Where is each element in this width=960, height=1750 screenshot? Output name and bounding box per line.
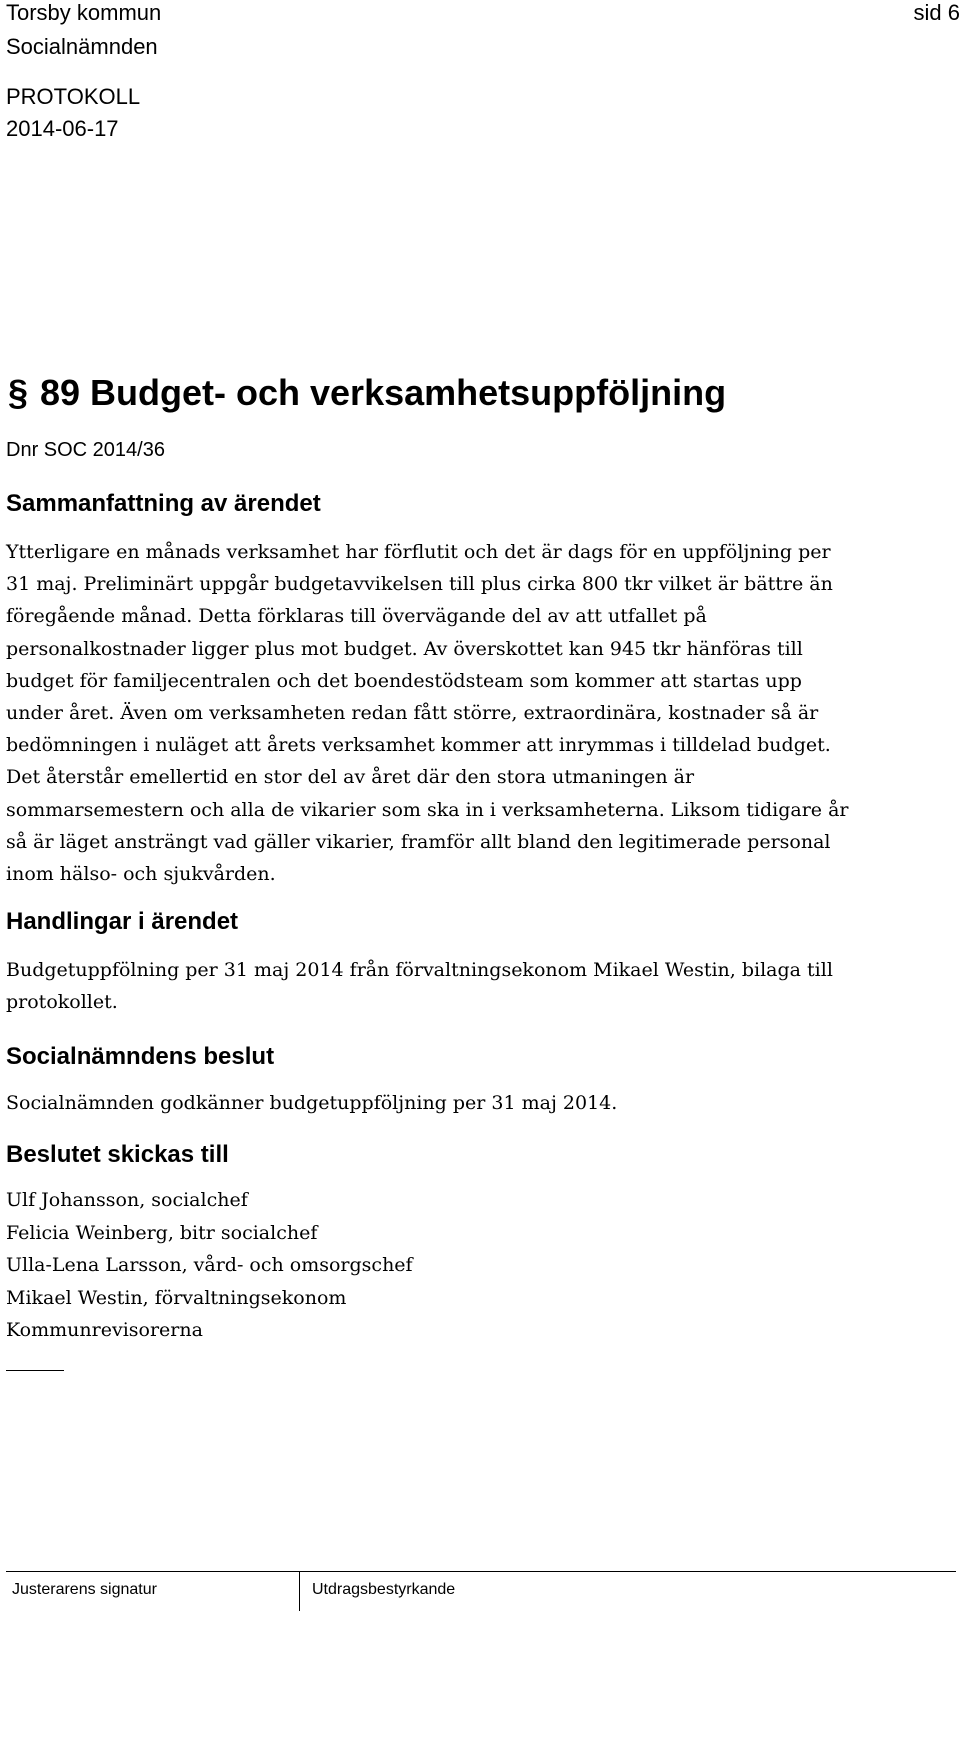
decision-line: Socialnämnden godkänner budgetuppföljning per 31 maj 2014. (6, 1092, 618, 1114)
document-type: PROTOKOLL (6, 84, 141, 109)
signature-label: Justerarens signatur (12, 1581, 157, 1598)
documents-line: protokollet. (6, 991, 118, 1014)
summary-line: under året. Även om verksamheten redan fått större, extraordinära, kostnader så är (6, 702, 819, 725)
list-item: Ulla-Lena Larsson, vård- och omsorgschef (6, 1254, 413, 1276)
committee-name: Socialnämnden (6, 34, 158, 59)
summary-line: budget för familjecentralen och det boendestödsteam som kommer att startas upp (6, 669, 802, 692)
documents-heading: Handlingar i ärendet (6, 908, 239, 935)
list-item: Felicia Weinberg, bitr socialchef (6, 1221, 318, 1244)
summary-line: så är läget ansträngt vad gäller vikarier, framför allt bland den legitimerade personal (6, 830, 831, 853)
list-item: Kommunrevisorerna (6, 1319, 203, 1341)
summary-line: Det återstår emellertid en stor del av året där den stora utmaningen är (6, 766, 695, 789)
footer-divider-line (6, 1571, 956, 1572)
meeting-date: 2014-06-17 (6, 116, 119, 141)
summary-line: personalkostnader ligger plus mot budget. Av överskottet kan 945 tkr hänföras till (6, 637, 803, 660)
footer-column-divider (299, 1571, 300, 1611)
paragraph-sign: § (8, 372, 29, 413)
summary-line: 31 maj. Preliminärt uppgår budgetavvikelsen till plus cirka 800 tkr vilket är bättre än (6, 573, 833, 596)
section-title (8, 372, 726, 414)
summary-line: bedömningen i nuläget att årets verksamhet kommer att inrymmas i tilldelad budget. (6, 734, 831, 757)
end-rule (6, 1370, 64, 1371)
page-number: sid 6 (913, 0, 960, 25)
list-item: Mikael Westin, förvaltningsekonom (6, 1286, 347, 1309)
certification-label: Utdragsbestyrkande (312, 1581, 456, 1598)
summary-line: inom hälso- och sjukvården. (6, 863, 276, 886)
list-item: Ulf Johansson, socialchef (6, 1189, 248, 1211)
documents-text (6, 954, 926, 1018)
recipients-heading: Beslutet skickas till (6, 1141, 229, 1168)
summary-line: föregående månad. Detta förklaras till övervägande del av att utfallet på (6, 605, 707, 628)
summary-line: sommarsemestern och alla de vikarier som ska in i verksamheterna. Liksom tidigare år (6, 798, 849, 821)
documents-line: Budgetuppfölning per 31 maj 2014 från förvaltningsekonom Mikael Westin, bilaga till (6, 959, 833, 981)
decision-text (6, 1087, 926, 1119)
recipients-list (6, 1184, 906, 1347)
decision-heading: Socialnämndens beslut (6, 1043, 275, 1070)
section-title-text: 89 Budget- och verksamhetsuppföljning (40, 372, 727, 413)
summary-line: Ytterligare en månads verksamhet har förflutit och det är dags för en uppföljning per (6, 541, 831, 563)
summary-heading: Sammanfattning av ärendet (6, 490, 321, 517)
summary-text (6, 536, 926, 890)
case-number: Dnr SOC 2014/36 (6, 439, 165, 461)
municipality-name: Torsby kommun (6, 0, 162, 25)
